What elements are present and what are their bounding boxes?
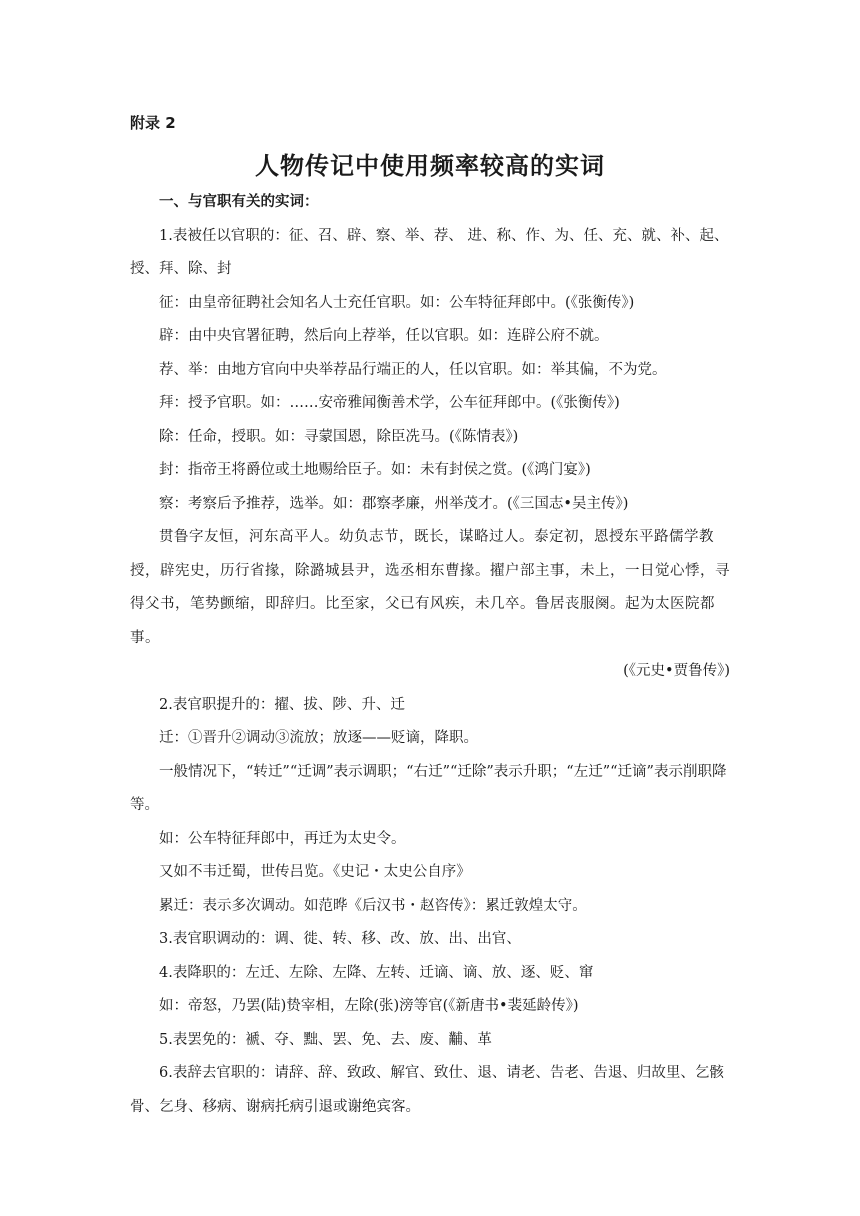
paragraph-jian-ju: 荐、举：由地方官向中央举荐品行端正的人，任以官职。如：举其偏，不为党。 [159, 361, 667, 378]
paragraph-example-2: 又如不韦迁蜀，世传吕览。《史记・太史公自序》 [159, 864, 471, 880]
paragraph-bai: 拜：授予官职。如：……安帝雅闻衡善术学，公车征拜郎中。(《张衡传》) [159, 395, 620, 411]
paragraph-bi: 辟：由中央官署征聘，然后向上荐举，任以官职。如：连辟公府不就。 [159, 328, 609, 344]
paragraph-qian: 迁：①晋升②调动③流放；放逐——贬谪，降职。 [159, 730, 478, 746]
paragraph-demotion-terms: 4.表降职的：左迁、左除、左降、左转、迁谪、谪、放、逐、贬、窜 [159, 964, 594, 981]
paragraph-general-usage: 一般情况下，“转迁”“迁调”表示调职；“右迁”“迁除”表示升职；“左迁”“迁谪”表示削职降等。 [130, 763, 727, 813]
page-title: 人物传记中使用频率较高的实词 [255, 152, 605, 180]
example-passage: 贯鲁字友恒，河东高平人。幼负志节，既长，谋略过人。泰定初，恩授东平路儒学教授，辟宪史，历行省掾，除潞城县尹，选丞相东曹掾。擢户部主事，未上，一日觉心悸，寻得父书，笔势颤缩，即辞归。比至家，父已有风疾，未几卒。鲁居丧服阕。起为太医院都事。 [130, 529, 730, 646]
paragraph-feng: 封：指帝王将爵位或土地赐给臣子。如：未有封侯之赏。(《鸿门宴》) [159, 462, 591, 478]
document-body [130, 186, 730, 1124]
paragraph-zheng: 征：由皇帝征聘社会知名人士充任官职。如：公车特征拜郎中。(《张衡传》) [159, 294, 635, 311]
paragraph-appointment-terms: 1.表被任以官职的：征、召、辟、察、举、荐、 进、称、作、为、任、充、就、补、起、授、拜、除、封 [130, 227, 729, 277]
paragraph-dismissal-terms: 5.表罢免的：褫、夺、黜、罢、免、去、废、黼、革 [159, 1031, 492, 1048]
paragraph-cha: 察：考察后予推荐，选举。如：郡察孝廉，州举茂才。(《三国志•吴主传》) [159, 495, 629, 512]
paragraph-resignation-terms: 6.表辞去官职的：请辞、辞、致政、解官、致仕、退、请老、告老、告退、归故里、乞骸骨、乞身、移病、谢病托病引退或谢绝宾客。 [130, 1065, 724, 1115]
paragraph-lei-qian: 累迁：表示多次调动。如范晔《后汉书・赵咨传》：累迁敦煌太守。 [159, 897, 587, 914]
section-heading: 一、与官职有关的实词： [159, 194, 319, 210]
paragraph-demotion-example: 如：帝怒，乃罢(陆)贽宰相，左除(张)滂等官(《新唐书•裴延龄传》) [159, 998, 579, 1014]
appendix-label: 附录 2 [130, 114, 176, 132]
paragraph-promotion-terms: 2.表官职提升的：擢、拔、陟、升、迁 [159, 696, 405, 713]
paragraph-transfer-terms: 3.表官职调动的：调、徙、转、移、改、放、出、出官、 [159, 931, 521, 947]
paragraph-chu: 除：任命，授职。如：寻蒙国恩，除臣冼马。(《陈情表》) [159, 428, 519, 445]
example-source: (《元史•贾鲁传》) [623, 663, 730, 679]
paragraph-example-1: 如：公车特征拜郎中，再迁为太史令。 [159, 830, 406, 847]
